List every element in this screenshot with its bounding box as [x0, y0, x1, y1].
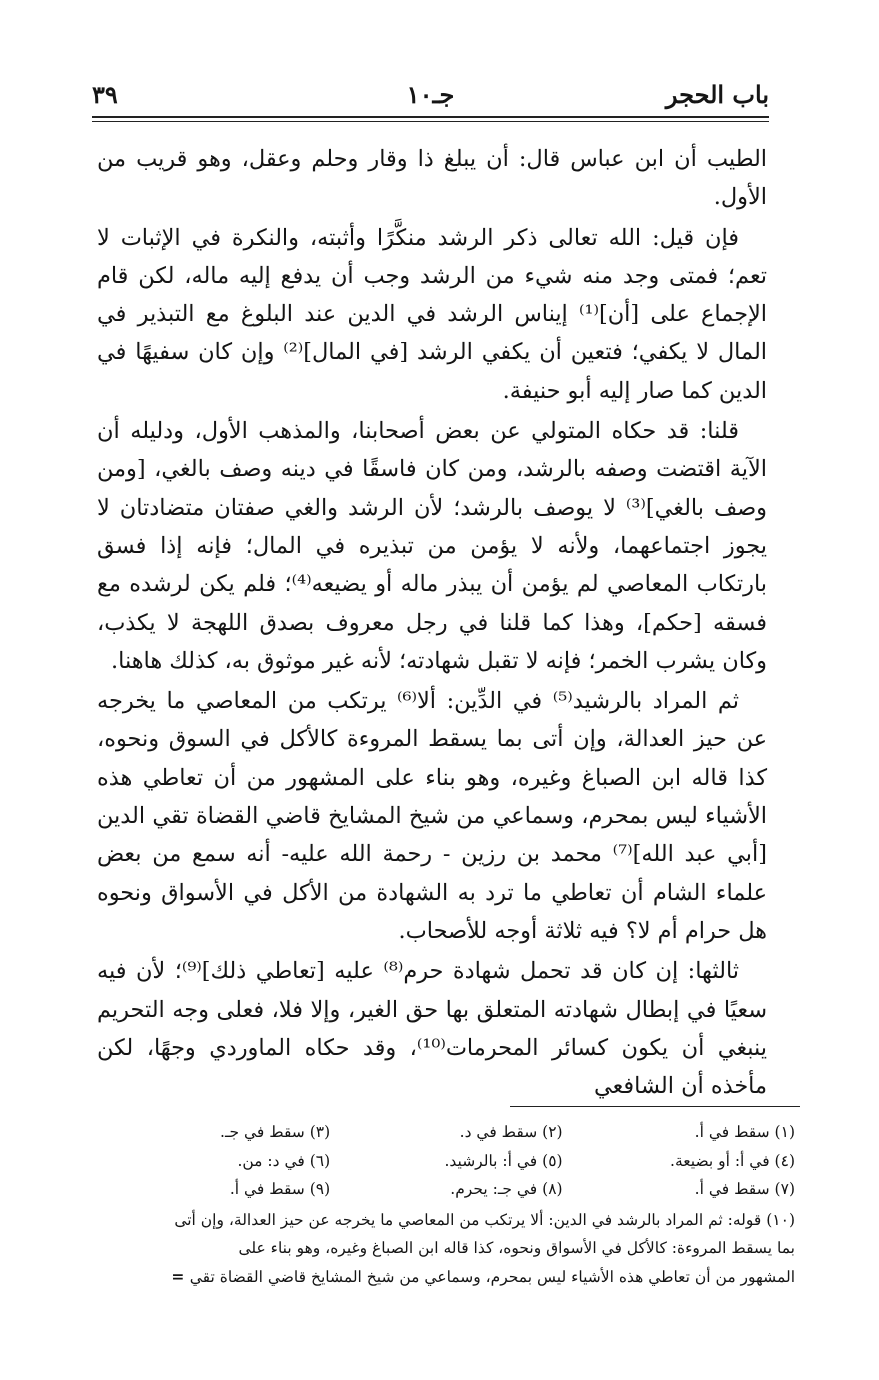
continuation-mark: = [171, 1266, 190, 1286]
footnote-line: بما يسقط المروءة: كالأكل في الأسواق ونحوه، كذا قاله ابن الصباغ وغيره، وهو بناء على [238, 1239, 795, 1257]
footnote-line: (١٠) قوله: ثم المراد بالرشد في الدين: ألا يرتكب من المعاصي ما يخرجه عن حيز العدالة، وإن أتى [174, 1210, 795, 1229]
footnote-item: (٢) سقط في د. [459, 1123, 563, 1141]
footnote-10 [97, 1206, 795, 1292]
footnote-item: (٧) سقط في أ. [694, 1180, 795, 1198]
main-text [97, 140, 767, 1105]
footnote-grid [97, 1118, 795, 1204]
footnote-row [97, 1147, 795, 1176]
footnote-item: (٣) سقط في جـ. [220, 1123, 331, 1141]
page-number: ٣٩ [92, 79, 118, 109]
paragraph: ثم المراد بالرشيد⁽⁵⁾ في الدِّين: ألا⁽⁶⁾ يرتكب من المعاصي ما يخرجه عن حيز العدالة، وإن أتى بما يسقط المروءة كالأكل في السوق ونحوه، كذا قاله ابن الصباغ وغيره، وهو بناء على المشهور من أن تعاطي هذه الأشياء ليس بمحرم، وسماعي من شيخ المشايخ قاضي القضاة تقي الدين [أبي عبد الله]⁽⁷⁾ محمد بن رزين - رحمة الله عليه- أنه سمع من بعض علماء الشام أن تعاطي ما ترد به الشهادة من الأكل في الأسواق ونحوه هل حرام أم لا؟ فيه ثلاثة أوجه للأصحاب. [97, 688, 767, 944]
footnote-item: (٩) سقط في أ. [229, 1180, 331, 1198]
header-rule-thick [92, 116, 769, 118]
footnote-item: (٥) في أ: بالرشيد. [444, 1151, 563, 1170]
paragraph: الطيب أن ابن عباس قال: أن يبلغ ذا وقار وحلم وعقل، وهو قريب من الأول. [97, 146, 767, 211]
footnote-item: (١) سقط في أ. [694, 1123, 795, 1141]
footnote-item: (٨) في جـ: يحرم. [450, 1180, 563, 1198]
running-header [92, 74, 769, 114]
volume-label: جـ١٠ [406, 79, 455, 109]
footnotes [97, 1118, 795, 1291]
footnote-row [97, 1175, 795, 1204]
footnote-row [97, 1118, 795, 1147]
chapter-title: باب الحجر [665, 79, 769, 109]
paragraph: ثالثها: إن كان قد تحمل شهادة حرم⁽⁸⁾ عليه [تعاطي ذلك]⁽⁹⁾؛ لأن فيه سعيًا في إبطال شهادته المتعلق بها حق الغير، وإلا فلا، فعلى وجه التحريم ينبغي أن يكون كسائر المحرمات⁽¹⁰⁾، وقد حكاه الماوردي وجهًا، لكن مأخذه أن الشافعي [97, 958, 768, 1100]
footnote-line: المشهور من أن تعاطي هذه الأشياء ليس بمحرم، وسماعي من شيخ المشايخ قاضي القضاة تقي = [171, 1266, 795, 1286]
footnote-separator [510, 1106, 800, 1107]
header-rule-thin [92, 121, 769, 122]
paragraph: فإن قيل: الله تعالى ذكر الرشد منكَّرًا وأثبته، والنكرة في الإثبات لا تعم؛ فمتى وجد منه شيء من الرشد وجب أن يدفع إليه ماله، لكن قام الإجماع على [أن]⁽¹⁾ إيناس الرشد في الدين عند البلوغ مع التبذير في المال لا يكفي؛ فتعين أن يكفي الرشد [في المال]⁽²⁾ وإن كان سفيهًا في الدين كما صار إليه أبو حنيفة. [97, 224, 767, 404]
footnote-item: (٤) في أ: أو بضيعة. [670, 1151, 795, 1170]
footnote-item: (٦) في د: من. [237, 1151, 331, 1170]
paragraph: قلنا: قد حكاه المتولي عن بعض أصحابنا، والمذهب الأول، ودليله أن الآية اقتضت وصفه بالرشد، ومن كان فاسقًا في دينه وصف بالغي، [ومن وصف بالغي]⁽³⁾ لا يوصف بالرشد؛ لأن الرشد والغي صفتان متضادتان لا يجوز اجتماعهما، ولأنه لا يؤمن من تبذيره في المال؛ فإنه إذا فسق بارتكاب المعاصي لم يؤمن أن يبذر ماله أو يضيعه⁽⁴⁾؛ فلم يكن لرشده مع فسقه [حكم]، وهذا كما قلنا في رجل معروف بصدق اللهجة لا يكذب، وكان يشرب الخمر؛ فإنه لا تقبل شهادته؛ لأنه غير موثوق به، كذلك هاهنا. [97, 418, 767, 674]
